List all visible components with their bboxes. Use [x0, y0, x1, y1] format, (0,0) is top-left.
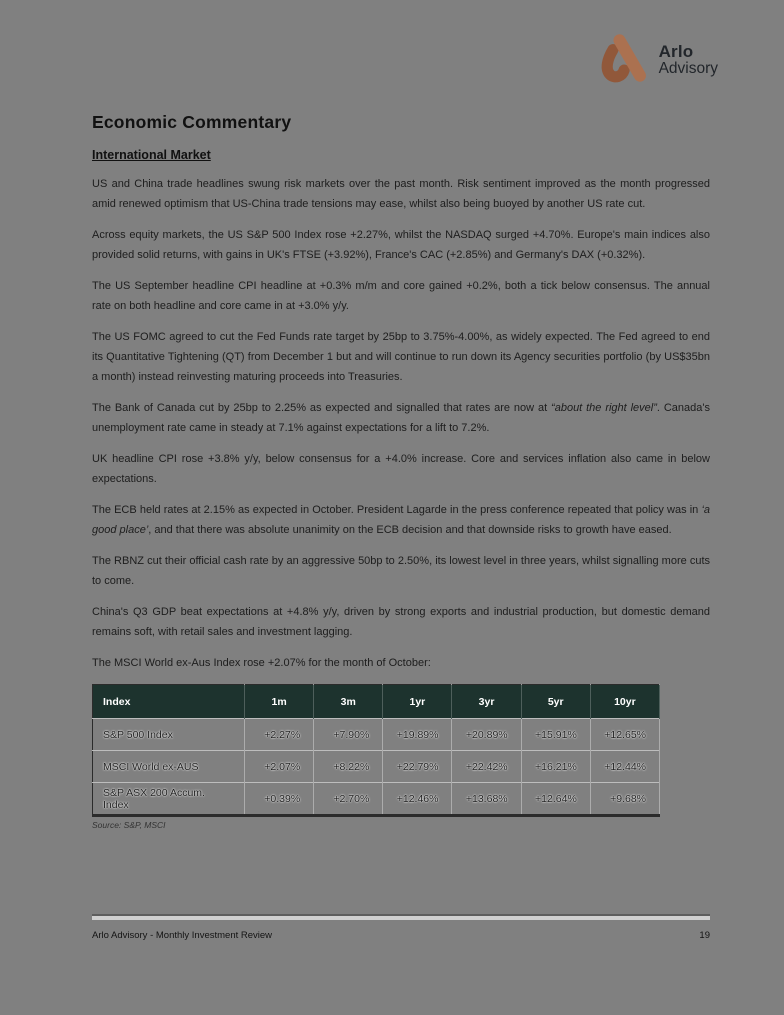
- return-value-cell: +13.68%: [452, 783, 521, 816]
- paragraph: [92, 602, 710, 642]
- column-header: 1m: [245, 685, 314, 719]
- paragraph-segment: The US FOMC agreed to cut the Fed Funds rate target by 25bp to 3.75%-4.00%, as widely expected. The Fed agreed to end its Quantitative Tightening (QT) from December 1 but and will continue to run down its Agency securities portfolio (by US$35bn a month) instead reinvesting maturing proceeds into Treasuries.: [92, 331, 710, 383]
- paragraph-segment: The US September headline CPI headline at +0.3% m/m and core gained +0.2%, both a tick below consensus. The annual rate on both headline and core came in at +3.0% y/y.: [92, 280, 710, 312]
- paragraph: [92, 449, 710, 489]
- paragraph: [92, 500, 710, 540]
- paragraph-segment: The Bank of Canada cut by 25bp to 2.25% as expected and signalled that rates are now at: [92, 402, 552, 414]
- paragraph: [92, 653, 710, 673]
- paragraph-italic-segment: ‘a good place’: [92, 504, 710, 536]
- index-name-cell: S&P 500 Index: [93, 719, 245, 751]
- return-value-cell: +20.89%: [452, 719, 521, 751]
- paragraph-segment: . Canada's unemployment rate came in steady at 7.1% against expectations for a lift to 7.2%.: [92, 402, 710, 434]
- return-value-cell: +2.07%: [245, 751, 314, 783]
- paragraph-segment: US and China trade headlines swung risk markets over the past month. Risk sentiment improved as the month progressed amid renewed optimism that US-China trade tensions may ease, whilst also being buoyed by another US rate cut.: [92, 178, 710, 210]
- index-name-cell: MSCI World ex-AUS: [93, 751, 245, 783]
- return-value-cell: +2.27%: [245, 719, 314, 751]
- return-value-cell: +9.68%: [590, 783, 659, 816]
- paragraph: [92, 551, 710, 591]
- column-header: 1yr: [383, 685, 452, 719]
- footer-divider: [92, 914, 710, 920]
- logo-word-bottom: Advisory: [658, 60, 718, 78]
- table-header-row: [93, 685, 660, 719]
- paragraph-segment: The MSCI World ex-Aus Index rose +2.07% for the month of October:: [92, 657, 431, 669]
- performance-table-header: [93, 685, 660, 719]
- return-value-cell: +16.21%: [521, 751, 590, 783]
- table-row: [93, 751, 660, 783]
- paragraph: [92, 276, 710, 316]
- column-header: Index: [93, 685, 245, 719]
- section-heading: International Market: [92, 148, 211, 162]
- paragraph-segment: , and that there was absolute unanimity on the ECB decision and that downside risks to growth have eased.: [148, 524, 672, 536]
- page-title: Economic Commentary: [92, 112, 292, 132]
- performance-table: [92, 684, 660, 817]
- paragraph-segment: The RBNZ cut their official cash rate by an aggressive 50bp to 2.50%, its lowest level in three years, whilst signalling more cuts to come.: [92, 555, 710, 587]
- index-name-cell: S&P ASX 200 Accum. Index: [93, 783, 245, 816]
- page-content: [92, 0, 710, 830]
- return-value-cell: +2.70%: [314, 783, 383, 816]
- paragraph: [92, 327, 710, 387]
- column-header: 3m: [314, 685, 383, 719]
- return-value-cell: +19.89%: [383, 719, 452, 751]
- return-value-cell: +12.44%: [590, 751, 659, 783]
- paragraph-italic-segment: “about the right level”: [551, 402, 657, 414]
- column-header: 5yr: [521, 685, 590, 719]
- column-header: 10yr: [590, 685, 659, 719]
- return-value-cell: +22.42%: [452, 751, 521, 783]
- return-value-cell: +12.64%: [521, 783, 590, 816]
- paragraph: [92, 225, 710, 265]
- paragraph-segment: The ECB held rates at 2.15% as expected in October. President Lagarde in the press conference repeated that policy was in: [92, 504, 702, 516]
- return-value-cell: +7.90%: [314, 719, 383, 751]
- footer-left-text: Arlo Advisory - Monthly Investment Review: [92, 930, 273, 941]
- return-value-cell: +8.22%: [314, 751, 383, 783]
- footer-page-number: 19: [699, 930, 710, 941]
- paragraph-segment: China's Q3 GDP beat expectations at +4.8% y/y, driven by strong exports and industrial production, but domestic demand remains soft, with retail sales and investment lagging.: [92, 606, 710, 638]
- table-source-note: Source: S&P, MSCI: [92, 820, 166, 830]
- return-value-cell: +12.65%: [590, 719, 659, 751]
- table-row: [93, 719, 660, 751]
- paragraph: [92, 398, 710, 438]
- logo-word-top: Arlo: [658, 42, 694, 62]
- paragraphs: [92, 174, 710, 673]
- return-value-cell: +0.39%: [245, 783, 314, 816]
- paragraph-segment: UK headline CPI rose +3.8% y/y, below consensus for a +4.0% increase. Core and services inflation also came in below expectations.: [92, 453, 710, 485]
- performance-table-body: [93, 719, 660, 816]
- return-value-cell: +22.79%: [383, 751, 452, 783]
- return-value-cell: +12.46%: [383, 783, 452, 816]
- column-header: 3yr: [452, 685, 521, 719]
- paragraph: [92, 174, 710, 214]
- return-value-cell: +15.91%: [521, 719, 590, 751]
- page-footer: [92, 914, 710, 941]
- paragraph-segment: Across equity markets, the US S&P 500 Index rose +2.27%, whilst the NASDAQ surged +4.70%. Europe's main indices also provided solid returns, with gains in UK's FTSE (+3.92%), France's CAC (+2.85%) and Germany's DAX (+0.32%).: [92, 229, 710, 261]
- table-row: [93, 783, 660, 816]
